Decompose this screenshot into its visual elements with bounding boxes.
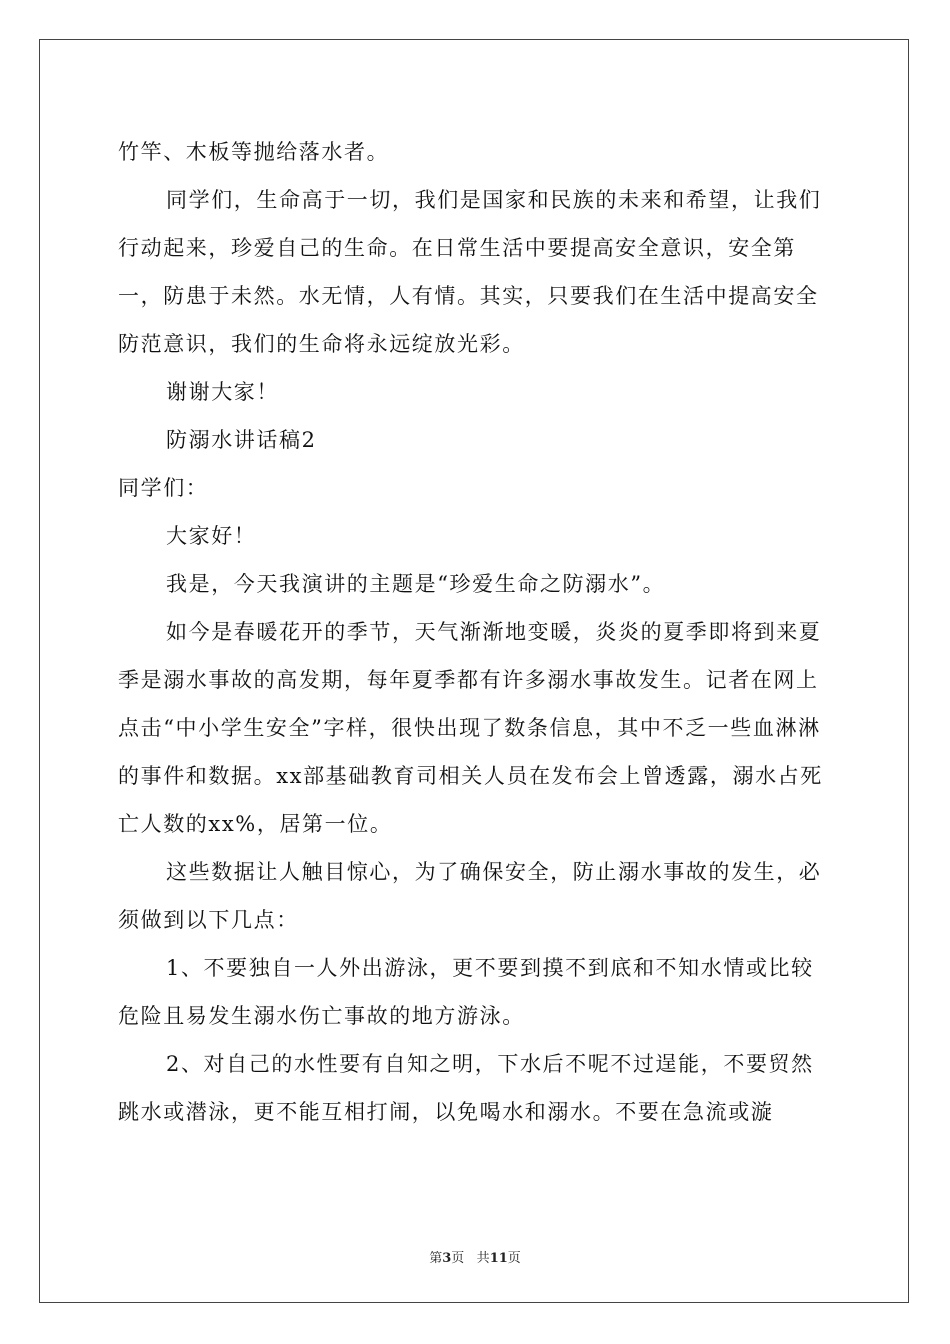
paragraph: 同学们，生命高于一切，我们是国家和民族的未来和希望，让我们行动起来，珍爱自己的生命。在日常生活中要提高安全意识，安全第一，防患于未然。水无情，人有情。其实，只要我们在生活中提高安全防范意识，我们的生命将永远绽放光彩。 (118, 188, 822, 356)
total-suffix: 页 (507, 1251, 521, 1266)
paragraph: 这些数据让人触目惊心，为了确保安全，防止溺水事故的发生，必须做到以下几点： (118, 860, 822, 932)
document-body (118, 128, 834, 1136)
paragraph: 我是，今天我演讲的主题是“珍爱生命之防溺水”。 (166, 572, 666, 596)
page-number: 3 (442, 1251, 452, 1266)
page-prefix: 第 (429, 1251, 443, 1266)
paragraph: 竹竿、木板等抛给落水者。 (118, 140, 390, 164)
paragraph: 谢谢大家！ (166, 380, 279, 404)
paragraph: 如今是春暖花开的季节，天气渐渐地变暖，炎炎的夏季即将到来夏季是溺水事故的高发期，每年夏季都有许多溺水事故发生。记者在网上点击“中小学生安全”字样，很快出现了数条信息，其中不乏一些血淋淋的事件和数据。xx部基础教育司相关人员在发布会上曾透露，溺水占死亡人数的xx%，居第一位。 (118, 620, 823, 836)
list-item: 1、不要独自一人外出游泳，更不要到摸不到底和不知水情或比较危险且易发生溺水伤亡事故的地方游泳。 (118, 956, 814, 1028)
salutation: 同学们： (118, 476, 209, 500)
list-item: 2、对自己的水性要有自知之明，下水后不呢不过逞能，不要贸然跳水或潜泳，更不能互相打闹，以免喝水和溺水。不要在急流或漩 (118, 1052, 814, 1124)
page-suffix: 页 (451, 1251, 465, 1266)
section-title: 防溺水讲话稿2 (166, 428, 317, 452)
total-pages: 11 (489, 1251, 508, 1266)
page-footer (0, 1247, 950, 1266)
greeting: 大家好！ (166, 524, 257, 548)
total-prefix: 共 (476, 1251, 490, 1266)
